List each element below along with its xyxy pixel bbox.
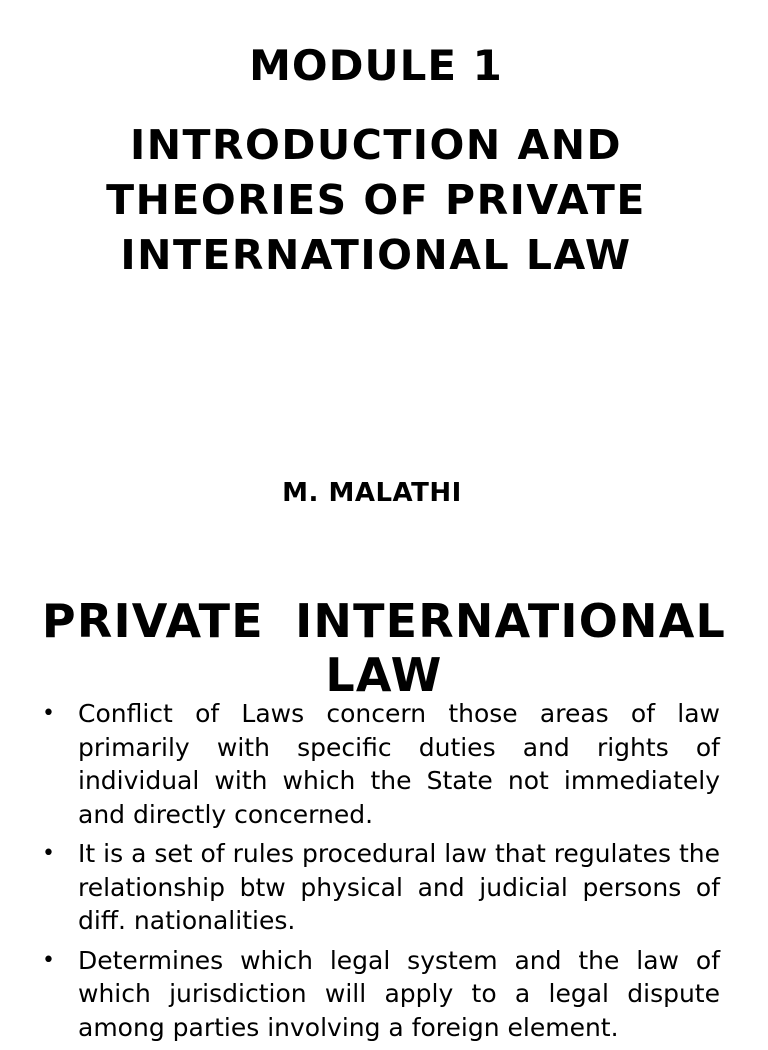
slide-content [0,576,768,1042]
bullet-icon: • [42,841,55,866]
bullet-text: Conflict of Laws concern those areas of law primarily with specific duties and rights of individual with which the State not immediately and directly concerned. [78,699,720,829]
main-title-line-3: INTERNATIONAL LAW [120,231,632,279]
bullet-item [40,697,720,831]
module-title: MODULE 1 [249,41,503,90]
main-title-line-1: INTRODUCTION AND [129,121,623,169]
author-name: M. MALATHI [282,478,462,508]
bullet-text: It is a set of rules procedural law that regulates the relationship btw physical and judicial persons of diff. nationalities. [78,839,720,935]
main-title [40,118,712,283]
bullet-item [40,944,720,1045]
section-heading: PRIVATE INTERNATIONAL LAW [41,594,727,702]
bullet-icon: • [42,947,55,973]
bullet-text: Determines which legal system and the law of which jurisdiction will apply to a legal dispute among parties involving a foreign element. [78,945,720,1042]
bullet-icon: • [42,701,55,726]
bullet-item [40,837,720,938]
bullet-list [40,697,720,1050]
main-title-line-2: THEORIES OF PRIVATE [106,176,646,224]
